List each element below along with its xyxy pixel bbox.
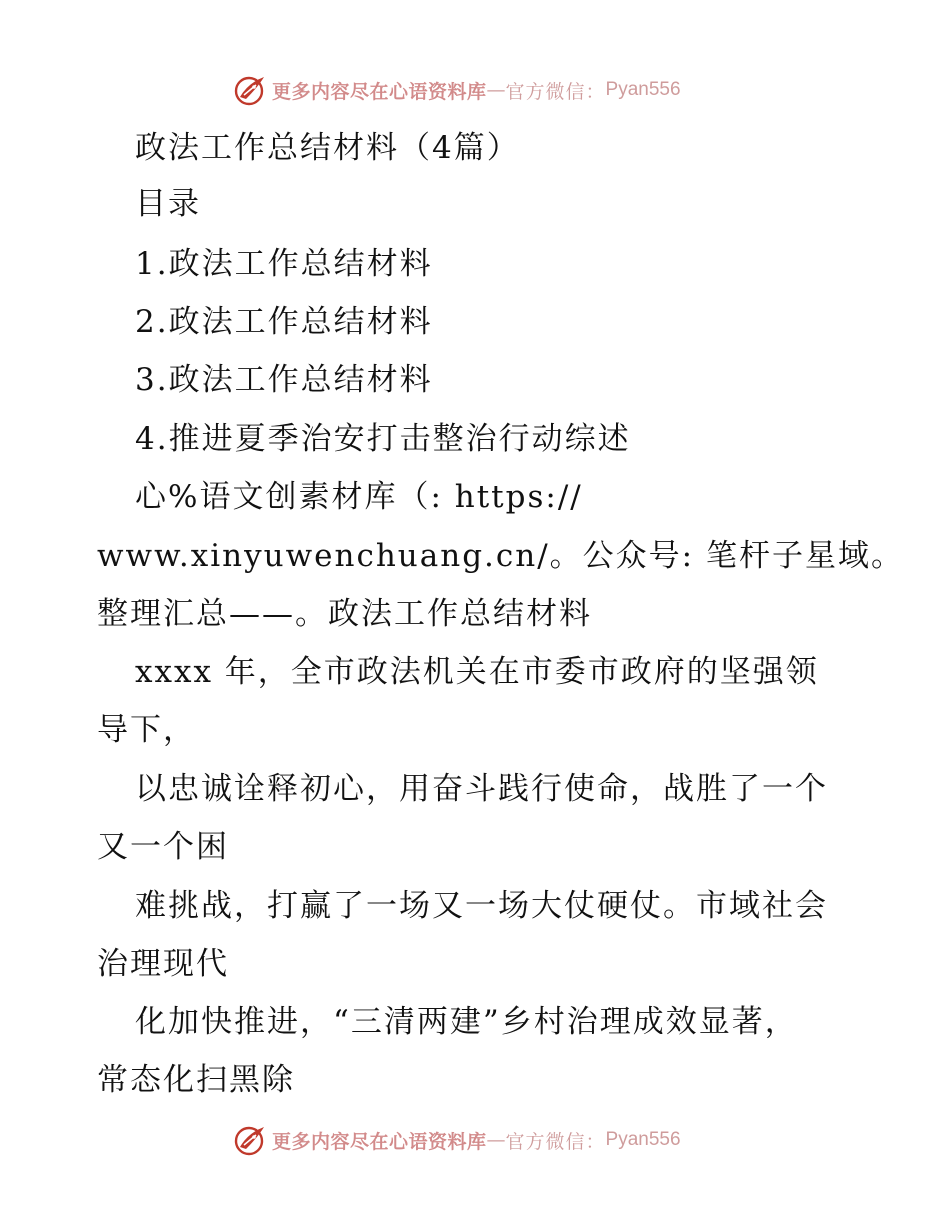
banner-main-text: 更多内容尽在心语资料库 <box>272 1130 487 1153</box>
banner-wechat-label: 官方微信： <box>505 1130 606 1153</box>
banner-content <box>234 1122 681 1158</box>
body-paragraph-line: 治理现代 <box>97 946 229 982</box>
toc-item-1: 1.政法工作总结材料 <box>135 246 433 282</box>
banner-main-text: 更多内容尽在心语资料库 <box>272 80 487 103</box>
toc-heading: 目录 <box>135 186 201 222</box>
pen-nib-logo-icon <box>234 73 268 107</box>
toc-item-4: 4.推进夏季治安打击整治行动综述 <box>135 421 631 457</box>
document-title: 政法工作总结材料（4篇） <box>135 130 520 166</box>
toc-item-3: 3.政法工作总结材料 <box>135 362 433 398</box>
footer-banner <box>0 1118 950 1162</box>
body-paragraph-line: 难挑战，打赢了一场又一场大仗硬仗。市域社会 <box>135 888 828 924</box>
banner-wechat-label: 官方微信： <box>505 80 606 103</box>
banner-content <box>234 72 681 108</box>
toc-item-2: 2.政法工作总结材料 <box>135 304 433 340</box>
banner-dash: — <box>486 79 506 101</box>
body-paragraph-line: 以忠诚诠释初心，用奋斗践行使命，战胜了一个 <box>135 771 828 807</box>
body-paragraph-line: 导下， <box>97 712 196 748</box>
body-paragraph-line: 化加快推进，“三清两建”乡村治理成效显著， <box>135 1004 798 1040</box>
header-banner <box>0 68 950 112</box>
body-paragraph-line: 常态化扫黑除 <box>97 1062 295 1098</box>
body-paragraph-line: 又一个困 <box>97 829 229 865</box>
banner-wechat-id: Pyan556 <box>605 1129 681 1150</box>
section-heading: 整理汇总——。政法工作总结材料 <box>97 596 592 632</box>
pen-nib-logo-icon <box>234 1123 268 1157</box>
banner-wechat-id: Pyan556 <box>605 79 681 100</box>
source-line-1: 心%语文创素材库（: https:// <box>135 479 583 515</box>
body-paragraph-line: xxxx 年，全市政法机关在市委市政府的坚强领 <box>135 654 819 690</box>
banner-dash: — <box>486 1129 506 1151</box>
source-line-2: www.xinyuwenchuang.cn/。公众号: 笔杆子星域。 <box>97 538 904 574</box>
